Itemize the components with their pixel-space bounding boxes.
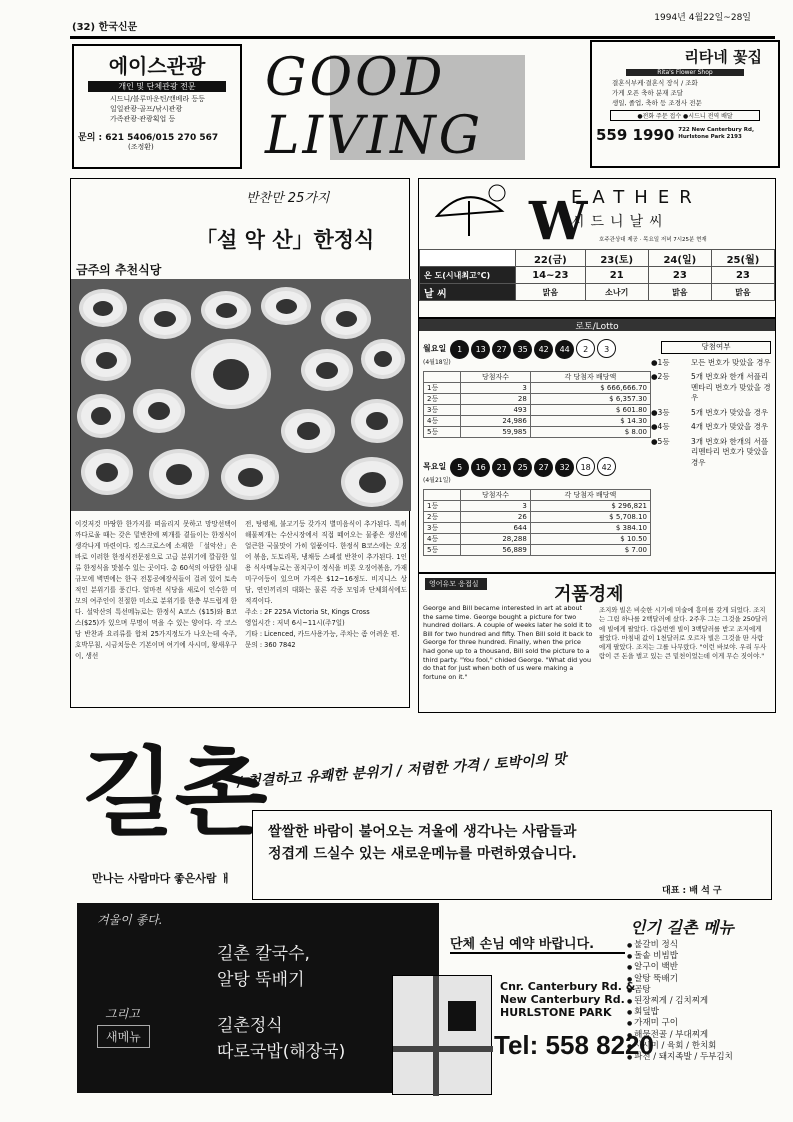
popular-item: ● 불갈비 정식: [627, 940, 733, 951]
weather-table: [419, 249, 775, 301]
lotto-ball: 27: [534, 458, 553, 477]
col-head: 각 당첨자 배당액: [530, 490, 650, 501]
popular-item: ● 돌솥 비빔밥: [627, 951, 733, 962]
winners: 493: [461, 405, 531, 416]
lotto-ball: 27: [492, 340, 511, 359]
winners: 3: [461, 501, 531, 512]
popular-item: ● 회덮밥: [627, 1007, 733, 1018]
good-word: GOOD: [265, 48, 446, 108]
prize-title: 당첨여부: [661, 341, 771, 354]
dividend: $ 384.10: [530, 523, 650, 534]
weather-sky: 맑음: [516, 284, 586, 301]
weather-day: 23(토): [585, 250, 648, 267]
and-text: 그리고: [105, 1007, 140, 1021]
restaurant-hours: 영업시간 : 저녁 6시~11시(주7일): [245, 619, 345, 627]
weather-korean: 시드니날씨: [571, 214, 669, 230]
lotto-box: [418, 318, 776, 573]
prize-row: [651, 422, 771, 433]
new-menu-label: 새메뉴: [97, 1025, 150, 1048]
living-word: LIVING: [265, 106, 484, 166]
english-humor-box: [418, 573, 776, 713]
winter-text: 겨울이 좋다.: [97, 913, 163, 927]
winners: 28,288: [461, 534, 531, 545]
korean-text: 조지와 빌은 비슷한 시기에 미술에 흥미를 갖게 되었다. 조지는 그림 하나를 2백달러에 샀다. 2주후 그는 그것을 250달러에 빌에게 팔았다. 다음번엔 빌이 3백달러를 받고 조지에게 팔았다. 마침내 값이 1천달러로 오르자 빌은 그것을 딴 사람에게 팔았다. 조지는 그를 나무랐다. "이런 바보야. 우리 두사람이 큰 돈을 벌고 있는 큰 밑천이었는데 이게 무슨 짓이야.": [599, 606, 768, 661]
dish: [149, 449, 209, 499]
restaurant-article: [70, 178, 410, 708]
rank: 1등: [424, 501, 461, 512]
temp-label: 온 도(시내최고℃): [420, 267, 516, 284]
draw-day: 목요일: [423, 461, 447, 471]
lotto-ball: 5: [450, 458, 469, 477]
english-title: 거품경제: [554, 584, 624, 605]
draw-day: 월요일: [423, 343, 447, 353]
weather-sky: 맑음: [711, 284, 774, 301]
dividend: $ 14.30: [530, 416, 650, 427]
prize-row: [651, 437, 771, 469]
weather-corner: [420, 250, 516, 267]
gilchon-tagline: 만나는 사람마다 좋은사람 ㅐ: [92, 872, 231, 885]
draw-balls: [450, 337, 618, 359]
winners: 24,986: [461, 416, 531, 427]
ace-brand: 에이스관광: [108, 54, 206, 78]
dish: [351, 399, 403, 443]
popular-item: ● 파전 / 돼지족발 / 두부김치: [627, 1052, 733, 1063]
rank: 3등: [424, 405, 461, 416]
lead-line: 정겹게 드실수 있는 새로운메뉴를 마련하였습니다.: [268, 846, 577, 862]
winners: 26: [461, 512, 531, 523]
ace-contact: (조정환): [128, 143, 154, 151]
lead-line: 쌀쌀한 바람이 불어오는 겨울에 생각나는 사람들과: [268, 824, 577, 840]
weather-day: 22(금): [516, 250, 586, 267]
winners: 644: [461, 523, 531, 534]
page-label: (32) 한국신문: [72, 22, 138, 33]
weather-note: 호주관상대 제공 · 목요일 저녁 7시25분 현재: [599, 237, 707, 243]
winners: 28: [461, 394, 531, 405]
draw-date: (4월18일): [423, 359, 451, 366]
gilchon-slogan: / 청결하고 유쾌한 분위기 / 저렴한 가격 / 토박이의 맛: [236, 751, 567, 791]
col-head: 당첨자수: [461, 372, 531, 383]
lotto-draw-1: [423, 337, 651, 438]
prize-desc: 3개 번호와 한개의 서플리멘타리 번호가 맞았을 경우: [691, 436, 769, 467]
col-head: 당첨자수: [461, 490, 531, 501]
map-marker: [448, 1001, 476, 1031]
lotto-draw-2: [423, 455, 651, 556]
dish: [341, 457, 403, 507]
ace-tour-ad: [72, 44, 242, 169]
dish: [81, 339, 131, 381]
weather-temp: 23: [648, 267, 711, 284]
lotto-ball: 16: [471, 458, 490, 477]
popular-title: 인기 길촌 메뉴: [630, 918, 734, 937]
gilchon-tel: Tel: 558 8220: [494, 1030, 654, 1060]
dividend: $ 8.00: [530, 427, 650, 438]
rank: 1등: [424, 383, 461, 394]
flower-shop-ad: [590, 40, 780, 168]
col-head: [424, 490, 461, 501]
ace-band: 개인 및 단체관광 전문: [88, 81, 226, 92]
top-rule: [70, 36, 775, 39]
prize-rank: ●5등: [651, 436, 670, 446]
menu-item: 길촌정식: [217, 1016, 283, 1036]
flower-item: 생일, 졸업, 축하 등 조경사 전문: [612, 99, 702, 107]
restaurant-title: 「설 악 산」한정식: [196, 228, 375, 252]
dish: [221, 454, 279, 500]
popular-item: ● 사시미 / 육회 / 한치회: [627, 1041, 733, 1052]
weather-sky: 맑음: [648, 284, 711, 301]
weather-temp: 21: [585, 267, 648, 284]
good-living-banner: [265, 48, 585, 168]
dividend: $ 6,357.30: [530, 394, 650, 405]
col-head: [424, 372, 461, 383]
lotto-ball: 35: [513, 340, 532, 359]
rank: 4등: [424, 416, 461, 427]
lotto-ball: 21: [492, 458, 511, 477]
restaurant-kicker: 반찬만 25가지: [246, 191, 330, 206]
prize-row: [651, 372, 771, 404]
prize-rank: ●1등: [651, 357, 670, 367]
restaurant-body: 전, 탕평채, 불고기등 갖가지 별미음식이 추가된다. 특히 해물찌개는 수산시장에서 직접 떼어오는 물좋은 생선에 얼큰한 국물맛이 가히 일품이다. 한정식 B코스에는 오징어 볶음, 도토리묵, 냉채등 스페셜 반찬이 추가된다. 1인용 식사메뉴로는 꼼치구이 정식을 비롯 오징어볶음, 가재미구이등이 있으며 가격은 $12~16정도. 비지니스 상담, 연인끼리의 대화는 물론 각종 모임과 단체회식에도 적격이다.: [245, 520, 407, 605]
restaurant-phone: 문의 : 360 7842: [245, 641, 296, 649]
supp-ball: 2: [576, 339, 595, 358]
popular-item: ● 가재미 구이: [627, 1018, 733, 1029]
address-line: Cnr. Canterbury Rd. &: [500, 980, 636, 993]
food-photo: [71, 279, 411, 511]
dish: [191, 339, 271, 409]
flower-phone: 559 1990: [596, 126, 675, 144]
prize-desc: 4개 번호가 맞았을 경우: [691, 422, 769, 431]
prize-rank: ●2등: [651, 372, 670, 381]
dish: [321, 299, 371, 339]
draw-date: (4월21일): [423, 477, 451, 484]
prize-row: [651, 408, 771, 419]
prize-desc: 5개 번호가 맞았을 경우: [691, 407, 769, 417]
dish: [261, 287, 311, 325]
prize-rank: ●4등: [651, 422, 670, 431]
gilchon-logo: 길촌: [82, 737, 268, 849]
lotto-ball: 13: [471, 340, 490, 359]
dish: [139, 299, 191, 339]
supp-ball: 18: [576, 457, 595, 476]
dish: [133, 389, 185, 433]
map-road: [433, 976, 439, 1096]
lotto-ball: 44: [555, 340, 574, 359]
lotto-ball: 1: [450, 340, 469, 359]
rank: 5등: [424, 545, 461, 556]
weather-temp: 23: [711, 267, 774, 284]
supp-ball: 42: [597, 457, 616, 476]
ace-phone: 문의 : 621 5406/015 270 567: [78, 133, 219, 143]
winners: 3: [461, 383, 531, 394]
sky-label: 날 씨: [420, 284, 516, 301]
weather-sky: 소나기: [585, 284, 648, 301]
restaurant-column-1: 이것저것 마땅한 한가지를 떠올리지 못하고 망망선택이 까다로울 때는 갖은 밑반찬에 찌개를 곁들이는 한정식이 생각나게 마련이다. 킹스크로스에 소재한 「설악산」은 바로 이러한 한정식전문점으로 고급 분위기에 깔끔한 일류 한정식을 맛볼수 있는 곳이다. 총 60석의 아담한 실내규모에 벽면에는 한국 전통공예장식들이 걸려 있어 토속적인 분위기를 풍긴다. 얼마전 식당을 새로이 인수한 미모의 여주인이 친절한 미소로 분위기를 한층 부드럽게 한다. 설악산의 특선메뉴로는 한정식 A코스 ($15)와 B코스($25)가 있으며 무명이 먹을 수 있는 양이다. 각 코스당 반찬과 요리류를 합쳐 25가지정도가 나오는데 숙주, 호박무침, 시금치등은 기본이며 여기에 사시미, 왕새우구이, 생선: [75, 520, 237, 660]
lotto-table-2: [423, 489, 651, 556]
menu-item: 알탕 뚝배기: [217, 970, 305, 990]
weather-box: [418, 178, 776, 318]
lotto-ball: 25: [513, 458, 532, 477]
winners: 56,889: [461, 545, 531, 556]
ace-line: 일일관광·골프/낚시관광: [110, 105, 183, 113]
dish: [301, 349, 353, 391]
popular-item: ● 된장찌게 / 김치찌게: [627, 996, 733, 1007]
dividend: $ 7.00: [530, 545, 650, 556]
rank: 2등: [424, 512, 461, 523]
dish: [81, 449, 133, 495]
popular-menu-list: [627, 940, 733, 1063]
flower-shop-title: 리타네 꽃집: [684, 48, 762, 66]
popular-item: ● 알탕 뚝배기: [627, 974, 733, 985]
english-tag: 영어유모 응접실: [425, 578, 487, 590]
menu-box: [77, 903, 439, 1093]
weather-day: 24(일): [648, 250, 711, 267]
rank: 2등: [424, 394, 461, 405]
rank: 4등: [424, 534, 461, 545]
popular-item: ● 알구이 백반: [627, 962, 733, 973]
dividend: $ 296,821: [530, 501, 650, 512]
weather-w: W: [529, 191, 588, 252]
weather-day: 25(월): [711, 250, 774, 267]
english-text: George and Bill became interested in art at about the same time. George bought a picture for two hundred dollars. A couple of weeks later he sold it to Bill for two hundred and fifty. Then Bill sold it back to George for three hundred. Finally, when the price had gone up to a thousand, Bill sold the picture to a third party. "You fool," chided George. "What did you do that for just when both of us were making a fortune on it.": [423, 604, 593, 681]
restaurant-misc: 기타 : Licenced, 카드사용가능, 주차는 좀 어려운 편.: [245, 630, 400, 638]
flower-item: 가게 오픈 축하 분재 조달: [612, 89, 684, 97]
dish: [79, 289, 127, 327]
flower-address: 722 New Canterbury Rd, Hurlstone Park 2193: [678, 127, 755, 140]
col-head: 각 당첨자 배당액: [530, 372, 650, 383]
address-line: HURLSTONE PARK: [500, 1006, 612, 1019]
dish: [201, 291, 251, 329]
gilchon-ceo: 대표 : 배 석 구: [662, 886, 722, 896]
dish: [361, 339, 405, 379]
winners: 59,985: [461, 427, 531, 438]
flower-item: 결혼식부케·결혼식 장식 / 조화: [612, 79, 698, 87]
ace-line: 가족관광·관광획업 등: [110, 115, 176, 123]
prize-desc: 모든 번호가 맞았을 경우: [691, 357, 771, 367]
dish: [77, 394, 125, 438]
lotto-ball: 42: [534, 340, 553, 359]
prize-row: [651, 358, 771, 369]
restaurant-column-2: [245, 519, 407, 651]
prize-legend: [651, 341, 771, 468]
prize-desc: 5개 번호와 한개 서플리멘타리 번호가 맞았을 경우: [691, 372, 771, 402]
menu-item: 길촌 칼국수,: [217, 944, 310, 964]
restaurant-subtitle: 금주의 추천식당: [76, 263, 162, 277]
dividend: $ 10.50: [530, 534, 650, 545]
flower-bar: ●전화 주문 접수 ●시드니 전역 배달: [610, 110, 760, 121]
rank: 5등: [424, 427, 461, 438]
dividend: $ 5,708.10: [530, 512, 650, 523]
location-map: [392, 975, 492, 1095]
lotto-header: 로토/Lotto: [419, 319, 775, 331]
reservation-banner: 단체 손님 예약 바랍니다.: [450, 933, 625, 954]
dividend: $ 666,666.70: [530, 383, 650, 394]
issue-date: 1994년 4월22일~28일: [654, 13, 751, 23]
lotto-ball: 32: [555, 458, 574, 477]
menu-item: 따로국밥(해장국): [217, 1042, 346, 1062]
umbrella-icon: [427, 181, 517, 241]
popular-item: ● 해물전골 / 부대찌게: [627, 1030, 733, 1041]
gilchon-ad: [62, 735, 774, 1095]
restaurant-address: 주소 : 2F 225A Victoria St, Kings Cross: [245, 608, 370, 616]
draw-balls: [450, 455, 618, 477]
rank: 3등: [424, 523, 461, 534]
supp-ball: 3: [597, 339, 616, 358]
address-line: New Canterbury Rd.: [500, 993, 625, 1006]
popular-item: ● 곰탕: [627, 985, 733, 996]
weather-word: EATHER: [571, 187, 702, 208]
gilchon-address: [500, 980, 635, 1019]
ace-line: 시드니/블루마운틴/캔베라 등등: [110, 95, 205, 103]
dividend: $ 601.80: [530, 405, 650, 416]
dish: [281, 409, 335, 453]
flower-shop-band: Rita's Flower Shop: [626, 69, 744, 76]
weather-temp: 14~23: [516, 267, 586, 284]
map-road: [393, 1046, 493, 1052]
prize-rank: ●3등: [651, 407, 670, 417]
lotto-table-1: [423, 371, 651, 438]
